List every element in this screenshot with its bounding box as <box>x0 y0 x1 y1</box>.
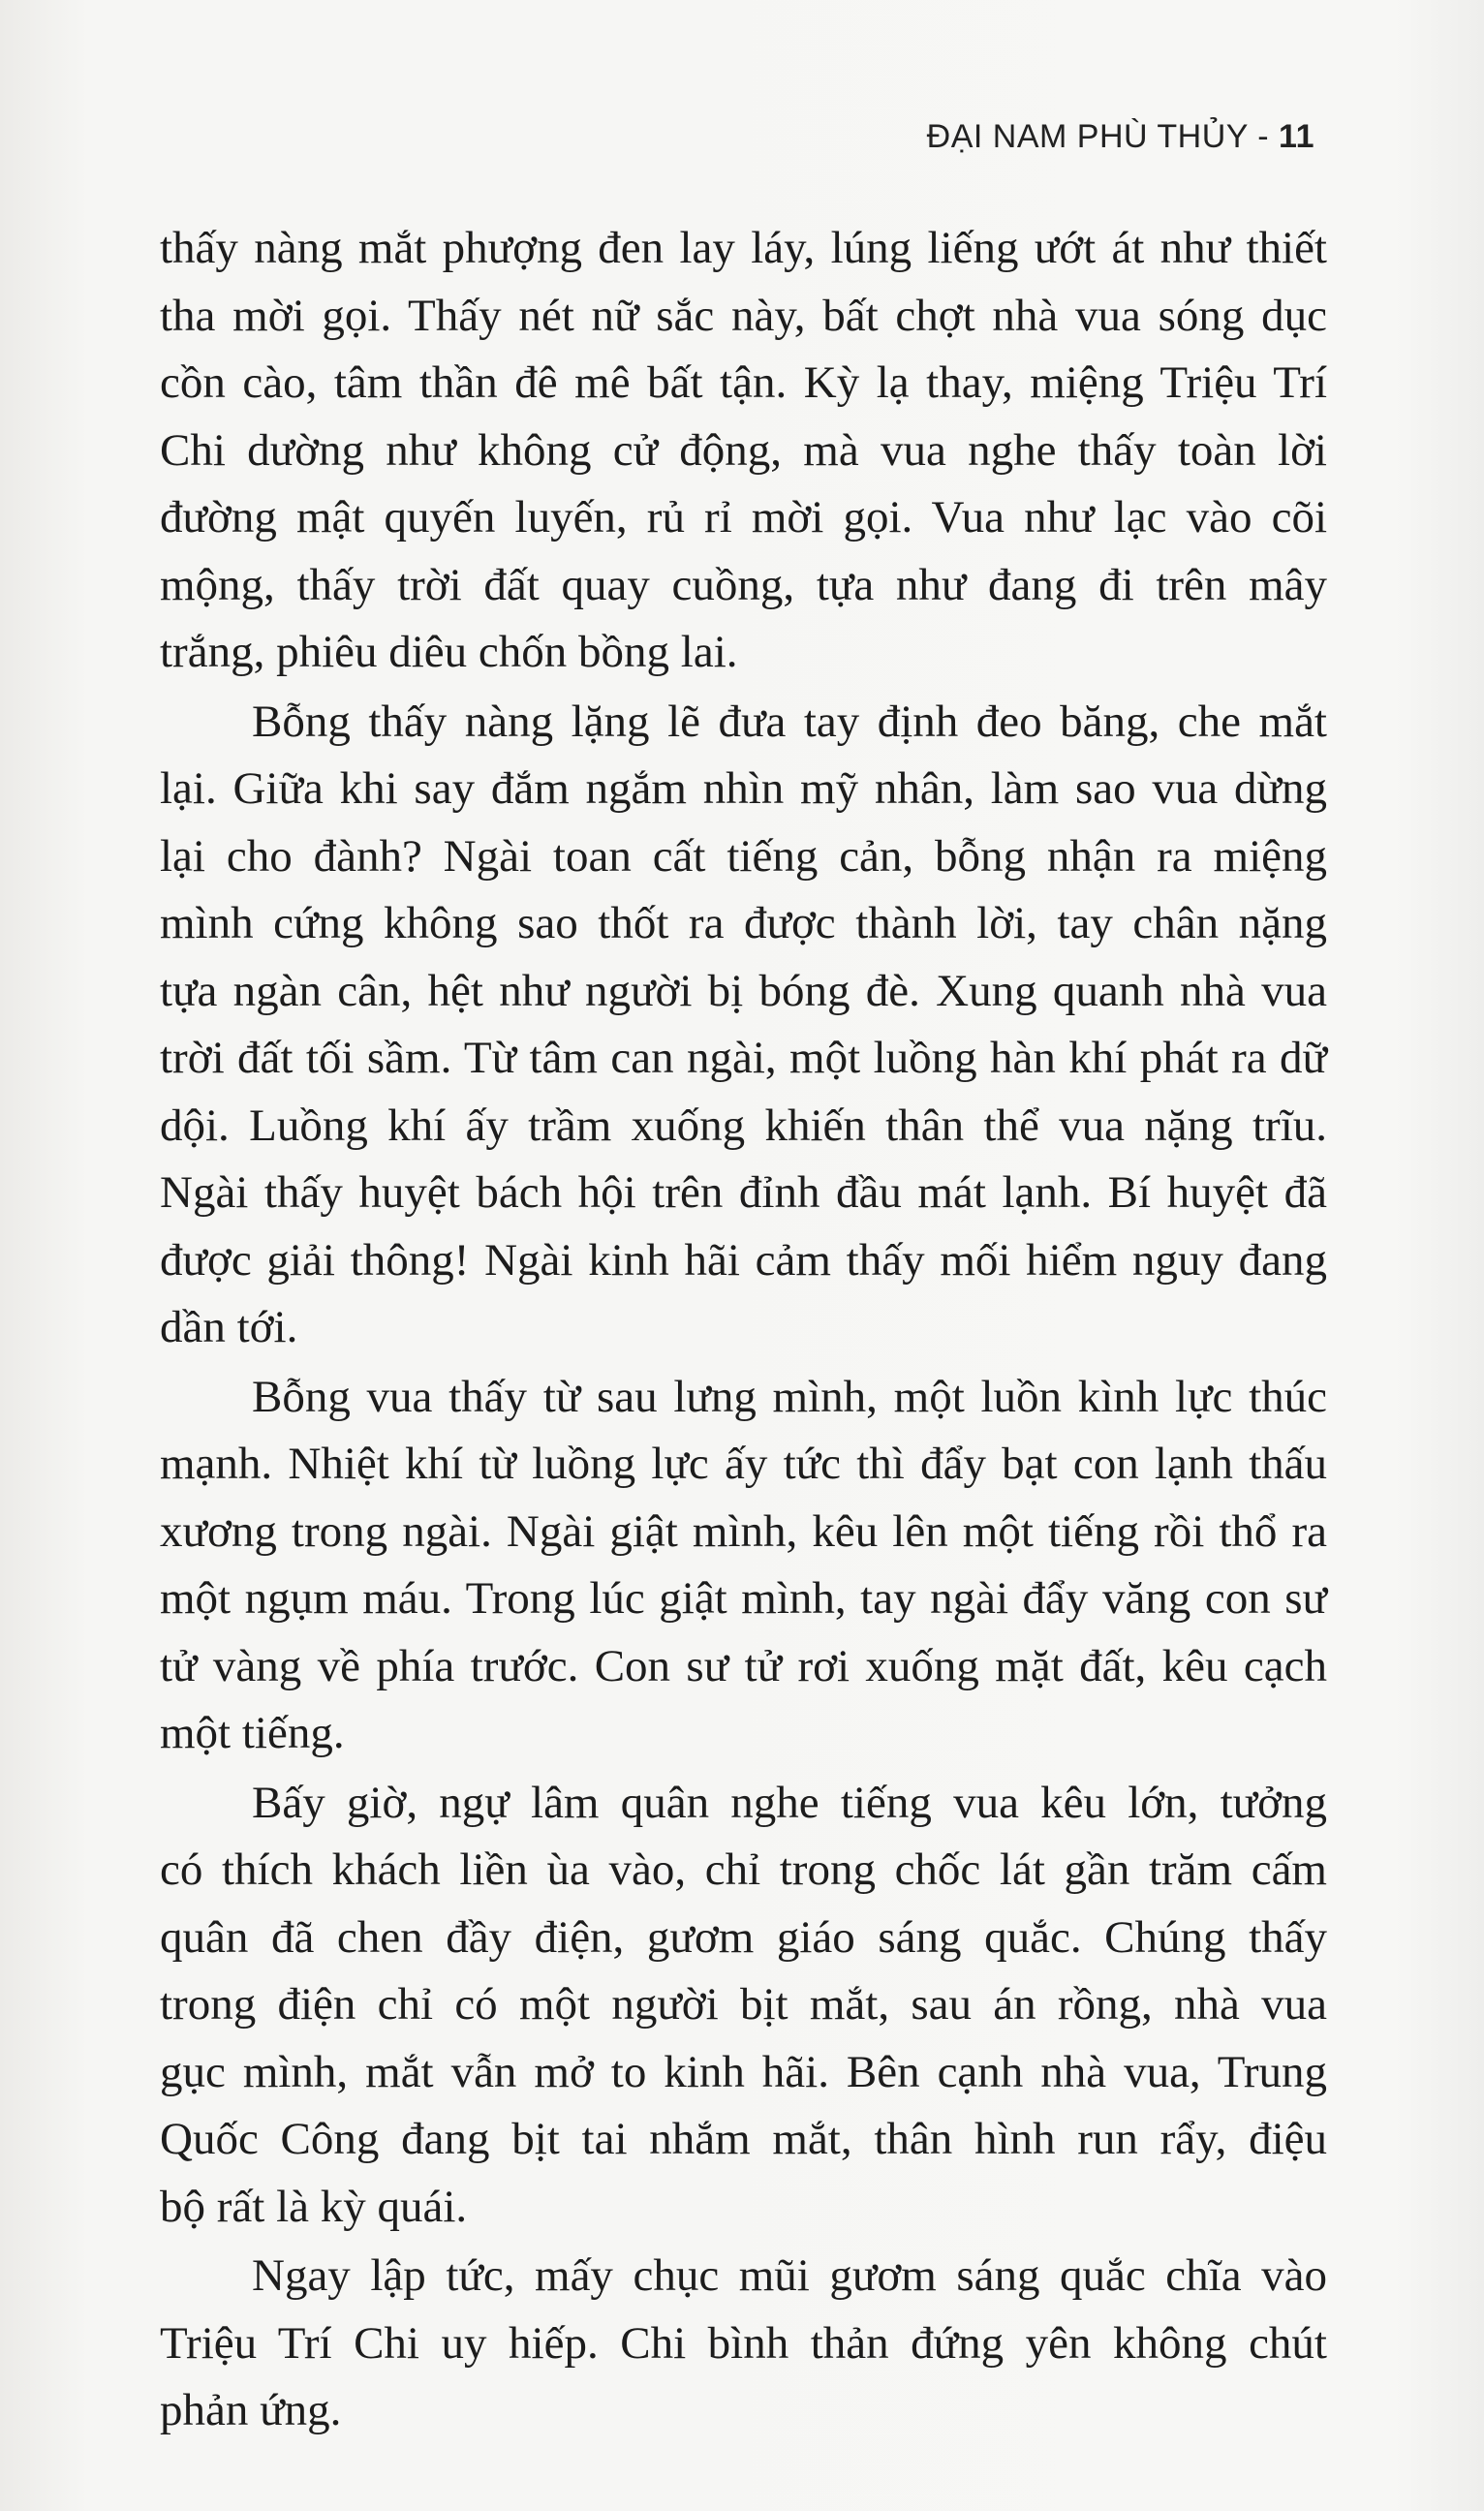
text-line: Ngay lập tức, mấy chục mũi gươm sáng quắc chĩa vào <box>252 2250 1327 2301</box>
text-line: một tiếng. <box>160 1708 345 1758</box>
text-line: quân đã chen đầy điện, gươm giáo sáng quắc. Chúng thấy <box>160 1911 1327 1963</box>
text-line: có thích khách liền ùa vào, chỉ trong chốc lát gần trăm cấm <box>160 1844 1327 1895</box>
text-line: Bấy giờ, ngự lâm quân nghe tiếng vua kêu lớn, tưởng <box>252 1777 1327 1828</box>
page-number: 11 <box>1279 118 1314 155</box>
text-line: lại. Giữa khi say đắm ngắm nhìn mỹ nhân, làm sao vua dừng <box>160 763 1327 814</box>
text-line: Quốc Công đang bịt tai nhắm mắt, thân hình run rẩy, điệu <box>160 2114 1327 2164</box>
text-line: mình cứng không sao thốt ra được thành lời, tay chân nặng <box>160 898 1327 948</box>
text-line: cồn cào, tâm thần đê mê bất tận. Kỳ lạ thay, miệng Triệu Trí <box>160 357 1327 408</box>
paragraph-5 <box>160 2243 1327 2445</box>
text-line: xương trong ngài. Ngài giật mình, kêu lên một tiếng rồi thổ ra <box>160 1505 1327 1557</box>
text-line: phản ứng. <box>160 2385 342 2435</box>
text-line: trắng, phiêu diêu chốn bồng lai. <box>160 627 738 677</box>
text-line: Bỗng thấy nàng lặng lẽ đưa tay định đeo băng, che mắt <box>252 696 1327 747</box>
text-line: Bỗng vua thấy từ sau lưng mình, một luồn kình lực thúc <box>252 1371 1327 1422</box>
text-line: dần tới. <box>160 1302 298 1352</box>
text-line: được giải thông! Ngài kinh hãi cảm thấy mối hiểm nguy đang <box>160 1234 1327 1286</box>
text-line: thấy nàng mắt phượng đen lay láy, lúng liếng ướt át như thiết <box>160 223 1327 273</box>
running-header <box>927 118 1314 156</box>
text-line: Triệu Trí Chi uy hiếp. Chi bình thản đứng yên không chút <box>160 2317 1327 2369</box>
text-line: trong điện chỉ có một người bịt mắt, sau án rồng, nhà vua <box>160 1979 1327 2030</box>
text-line: mạnh. Nhiệt khí từ luồng lực ấy tức thì đẩy bạt con lạnh thấu <box>160 1439 1327 1489</box>
header-separator: - <box>1248 118 1280 155</box>
body-text <box>160 215 1327 2447</box>
text-line: gục mình, mắt vẫn mở to kinh hãi. Bên cạnh nhà vua, Trung <box>160 2046 1327 2097</box>
text-line: Chi dường như không cử động, mà vua nghe thấy toàn lời <box>160 424 1327 476</box>
text-line: đường mật quyến luyến, rủ rỉ mời gọi. Vua như lạc vào cõi <box>160 492 1327 542</box>
text-line: dội. Luồng khí ấy trầm xuống khiến thân thể vua nặng trĩu. <box>160 1100 1327 1151</box>
paragraph-2 <box>160 689 1327 1362</box>
paragraph-4 <box>160 1770 1327 2242</box>
text-line: Ngài thấy huyệt bách hội trên đỉnh đầu mát lạnh. Bí huyệt đã <box>160 1167 1327 1218</box>
book-title: ĐẠI NAM PHÙ THỦY <box>926 118 1249 155</box>
text-line: trời đất tối sầm. Từ tâm can ngài, một luồng hàn khí phát ra dữ <box>160 1033 1327 1083</box>
text-line: tử vàng về phía trước. Con sư tử rơi xuống mặt đất, kêu cạch <box>160 1640 1327 1691</box>
text-line: tha mời gọi. Thấy nét nữ sắc này, bất chợt nhà vua sóng dục <box>160 290 1327 341</box>
paragraph-3 <box>160 1364 1327 1768</box>
text-line: một ngụm máu. Trong lúc giật mình, tay ngài đẩy văng con sư <box>160 1573 1327 1624</box>
text-line: lại cho đành? Ngài toan cất tiếng cản, bỗng nhận ra miệng <box>160 830 1327 882</box>
text-line: mộng, thấy trời đất quay cuồng, tựa như đang đi trên mây <box>160 559 1327 610</box>
text-line: tựa ngàn cân, hệt như người bị bóng đè. Xung quanh nhà vua <box>160 965 1327 1016</box>
paragraph-1 <box>160 215 1327 687</box>
text-line: bộ rất là kỳ quái. <box>160 2181 468 2232</box>
